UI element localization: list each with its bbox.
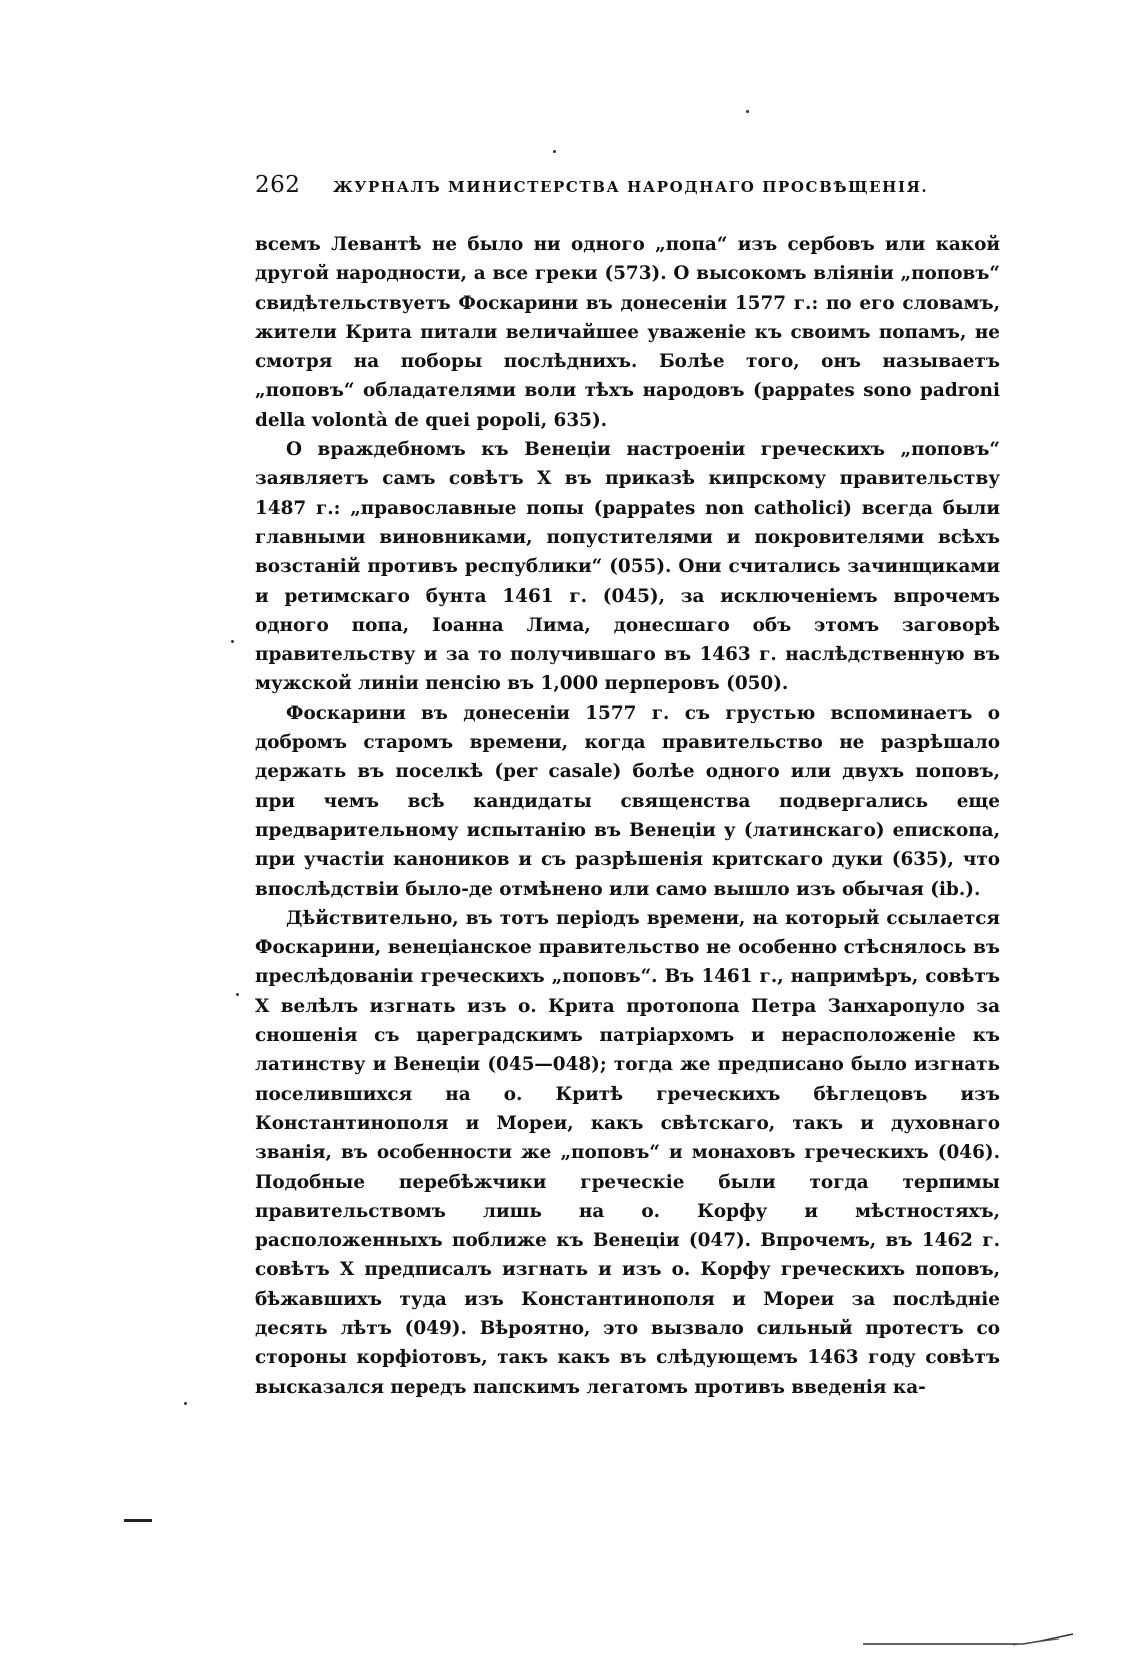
paragraph-hostility: О враждебномъ къ Венеціи настроеніи греческихъ „поповъ“ заявляетъ самъ совѣтъ X въ приказѣ кипрскому правительству 1487 г.: „православные попы (pappates non catholici) всегда были главными виновниками, попустителями и покровителями всѣхъ возстаній противъ республики“ (055). Они считались зачинщиками и ретимскаго бунта 1461 г. (045), за исключеніемъ впрочемъ одного попа, Іоанна Лима, донесшаго объ этомъ заговорѣ правительству и за то получившаго въ 1463 г. наслѣдственную въ мужской линіи пенсію въ 1,000 перперовъ (050).: [255, 439, 1000, 695]
scan-speck: [184, 1402, 187, 1405]
scan-speck: [231, 640, 234, 643]
scan-speck: [236, 993, 239, 996]
paragraph-persecution: Дѣйствительно, въ тотъ періодъ времени, на который ссылается Фоскарини, венеціанское правительство не особенно стѣснялось въ преслѣдованіи греческихъ „поповъ“. Въ 1461 г., напримѣръ, совѣтъ X велѣлъ изгнать изъ о. Крита протопопа Петра Занхаропуло за сношенія съ цареградскимъ патріархомъ и нерасположеніе къ латинству и Венеціи (045—048); тогда же предписано было изгнать поселившихся на о. Критѣ греческихъ бѣглецовъ изъ Константинополя и Мореи, какъ свѣтскаго, такъ и духовнаго званія, въ особенности же „поповъ“ и монаховъ греческихъ (046). Подобные перебѣжчики греческіе были тогда терпимы правительствомъ лишь на о. Корфу и мѣстностяхъ, расположенныхъ поближе къ Венеціи (047). Впрочемъ, въ 1462 г. совѣтъ X предписалъ изгнать и изъ о. Корфу греческихъ поповъ, бѣжавшихъ туда изъ Константинополя и Мореи за послѣдніе десять лѣтъ (049). Вѣроятно, это вызвало сильный протестъ со стороны корфіотовъ, такъ какъ въ слѣдующемъ 1463 году совѣтъ высказался передъ папскимъ легатомъ противъ введенія ка-: [255, 907, 1000, 1398]
scan-speck: [553, 150, 556, 153]
page-number: 262: [255, 172, 301, 198]
journal-title: ЖУРНАЛЪ МИНИСТЕРСТВА НАРОДНАГО ПРОСВѢЩЕНІЯ.: [333, 178, 929, 196]
running-head: [255, 172, 1000, 202]
paragraph-foscarini-report: Фоскарини въ донесеніи 1577 г. съ грустью вспоминаетъ о добромъ старомъ времени, когда правительство не разрѣшало держать въ поселкѣ (per casale) болѣе одного или двухъ поповъ, при чемъ всѣ кандидаты священства подвергались еще предварительному испытанію въ Венеціи у (латинскаго) епископа, при участіи каноников и съ разрѣшенія критскаго дуки (635), что впослѣдствіи было-де отмѣнено или само вышло изъ обычая (ib.).: [255, 702, 1000, 900]
body-text: [255, 230, 1000, 1402]
paragraph-continuation: всемъ Левантѣ не было ни одного „попа“ изъ сербовъ или какой другой народности, а все греки (573). О высокомъ вліяніи „поповъ“ свидѣтельствуетъ Фоскарини въ донесеніи 1577 г.: по его словамъ, жители Крита питали величайшее уваженіе къ своимъ попамъ, не смотря на поборы послѣднихъ. Болѣе того, онъ называетъ „поповъ“ обладателями воли тѣхъ народовъ (pappates sono padroni della volontà de quei popoli, 635).: [255, 234, 1000, 431]
scan-artifact-line: [863, 1633, 1073, 1647]
scan-speck: [746, 110, 749, 113]
margin-dash: [124, 1519, 152, 1522]
